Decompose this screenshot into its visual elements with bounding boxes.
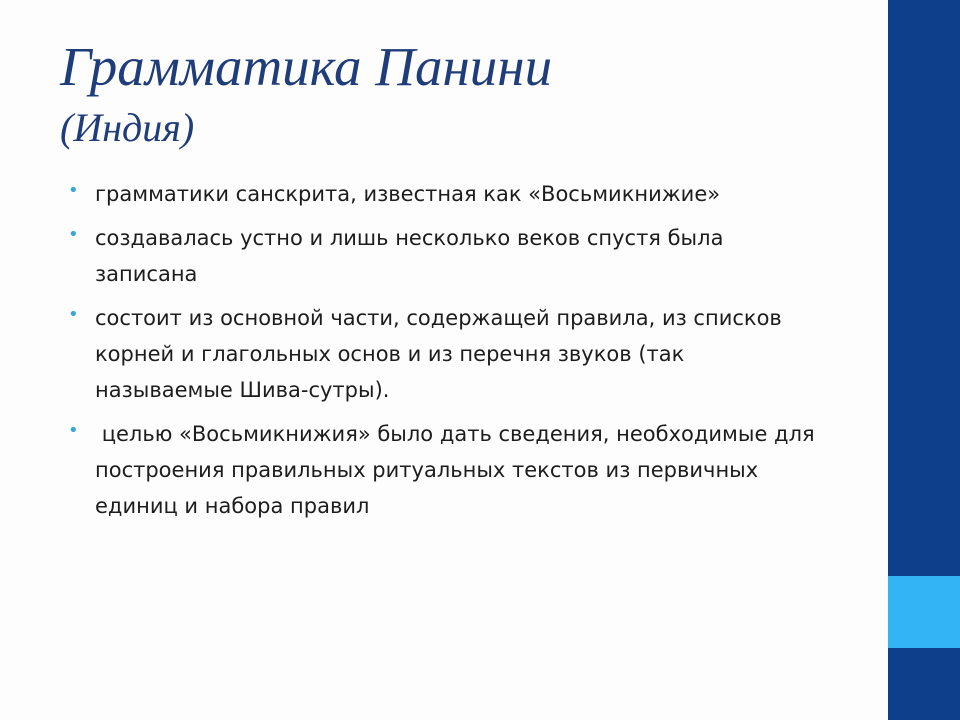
bullet-item xyxy=(68,416,828,524)
bullet-dot-icon: • xyxy=(68,180,79,201)
bar-top-segment xyxy=(888,0,960,576)
bullet-dot-icon: • xyxy=(68,304,79,325)
right-decorative-bar xyxy=(888,0,960,720)
bullet-list xyxy=(68,176,828,532)
bullet-text: создавалась устно и лишь несколько веков спустя была записана xyxy=(95,226,724,286)
bullet-text: грамматики санскрита, известная как «Восьмикнижие» xyxy=(95,182,721,206)
bullet-text: целью «Восьмикнижия» было дать сведения, необходимые для построения правильных ритуальных текстов из первичных единиц и набора правил xyxy=(95,422,822,518)
slide-title: Грамматика Панини xyxy=(60,36,553,97)
bullet-text: состоит из основной части, содержащей правила, из списков корней и глагольных основ и из перечня звуков (так называемые Шива-сутры). xyxy=(95,306,782,402)
bullet-dot-icon: • xyxy=(68,224,79,245)
bullet-item xyxy=(68,176,828,212)
bar-middle-segment xyxy=(888,576,960,648)
bullet-item xyxy=(68,220,828,292)
bullet-item xyxy=(68,300,828,408)
slide-subtitle: (Индия) xyxy=(60,105,195,150)
bullet-dot-icon: • xyxy=(68,420,79,441)
bar-bottom-segment xyxy=(888,648,960,720)
